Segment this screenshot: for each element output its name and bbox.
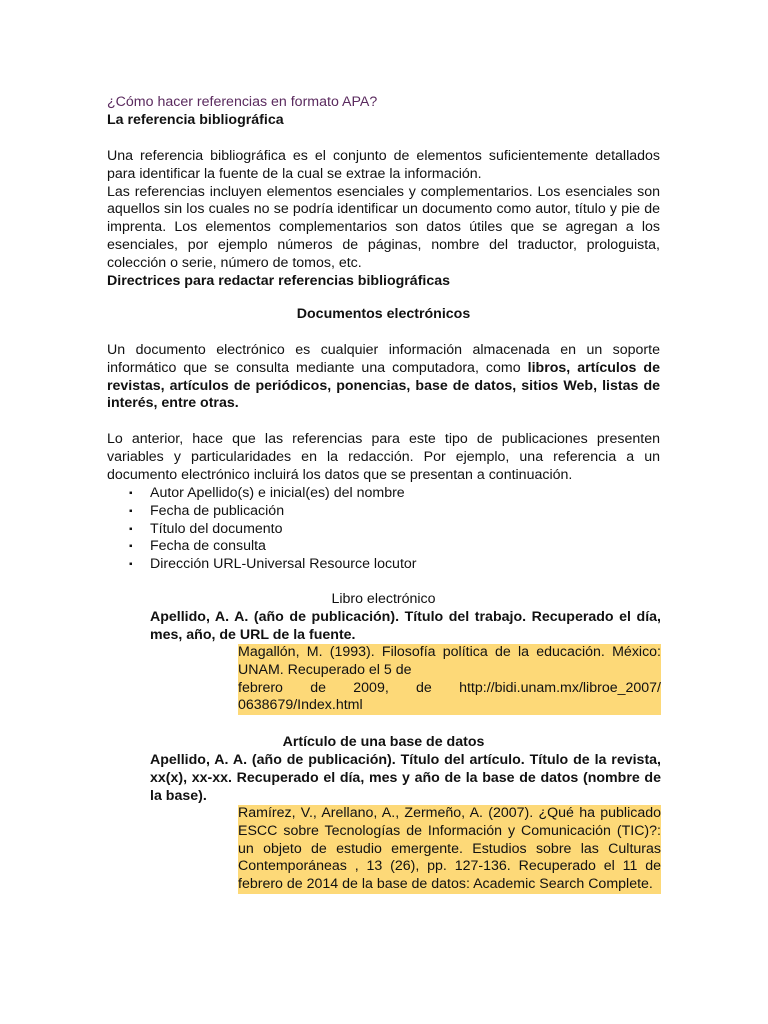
bullet-icon: ▪	[129, 523, 133, 535]
list-item-text: Autor Apellido(s) e inicial(es) del nombre	[150, 485, 405, 501]
libro-example-highlight	[238, 644, 661, 715]
libro-title: Libro electrónico	[331, 591, 436, 607]
articulo-title: Artículo de una base de datos	[282, 734, 485, 750]
electronic-paragraph-1-wrap	[107, 342, 660, 413]
list-item	[129, 556, 417, 574]
bullet-icon: ▪	[129, 488, 133, 499]
bullet-icon: ▪	[129, 541, 133, 553]
question-heading: ¿Cómo hacer referencias en formato APA?	[107, 94, 378, 110]
reference-subtitle: La referencia bibliográfica	[107, 112, 284, 128]
electronic-paragraph-2-wrap	[107, 431, 660, 484]
intro-paragraph-1: Una referencia bibliográfica es el conjunto de elementos suficientemente detallados para identificar la fuente de la cual se extrae la información.	[107, 148, 660, 182]
electronic-section-title: Documentos electrónicos	[296, 306, 471, 322]
list-item	[129, 538, 417, 556]
intro-section	[107, 148, 660, 290]
articulo-title-wrap	[107, 734, 660, 752]
electronic-data-list	[129, 485, 417, 574]
bullet-icon: ▪	[129, 505, 133, 517]
electronic-p1-text: Un documento electrónico es cualquier información almacenada en un soporte informático que se consulta mediante una computadora, como	[107, 342, 660, 376]
list-item	[129, 521, 417, 539]
list-item-text: Dirección URL-Universal Resource locutor	[150, 556, 417, 573]
articulo-format: Apellido, A. A. (año de publicación). Título del artículo. Título de la revista, xx(x), xx-xx. Recuperado el día, mes y año de la base de datos (nombre de la base).	[150, 752, 661, 804]
electronic-p1-bold: libros, artículos de revistas, artículos de periódicos, ponencias, base de datos, sitios Web, listas de interés, entre otras.	[107, 359, 660, 412]
list-item-text: Fecha de publicación	[150, 502, 285, 519]
electronic-paragraph-2: Lo anterior, hace que las referencias para este tipo de publicaciones presenten variables y particularidades en la redacción. Por ejemplo, una referencia a un documento electrónico incluirá los datos que se presentan a continuación.	[107, 431, 660, 483]
list-item-text: Fecha de consulta	[150, 538, 266, 555]
libro-example-line-2: febrero de 2009, de http://bidi.unam.mx/libroe_2007/ 0638679/Index.html	[238, 679, 661, 714]
directrices-heading: Directrices para redactar referencias bibliográficas	[107, 272, 451, 289]
libro-example-line-1: Magallón, M. (1993). Filosofía política de la educación. México: UNAM. Recuperado el 5 de	[238, 644, 661, 678]
list-item	[129, 485, 417, 503]
intro-paragraph-2: Las referencias incluyen elementos esenciales y complementarios. Los esenciales son aquellos sin los cuales no se podría identificar un documento como autor, título y pie de imprenta. Los elementos complementarios son datos útiles que se agregan a los esenciales, por ejemplo números de páginas, nombre del traductor, prologuista, colección o serie, número de tomos, etc.	[107, 183, 660, 271]
list-item-text: Título del documento	[150, 520, 283, 537]
electronic-paragraph-1	[107, 342, 660, 413]
libro-title-wrap	[107, 591, 660, 609]
bullet-icon: ▪	[129, 559, 133, 571]
articulo-example-highlight: Ramírez, V., Arellano, A., Zermeño, A. (2007). ¿Qué ha publicado ESCC sobre Tecnologías de Información y Comunicación (TIC)?: un objeto de estudio emergente. Estudios sobre las Culturas Contemporáneas , 13 (26), pp. 127-136. Recuperado el 11 de febrero de 2014 de la base de datos: Academic Search Complete.	[238, 805, 661, 893]
electronic-section-title-wrap	[107, 306, 660, 324]
libro-format: Apellido, A. A. (año de publicación). Título del trabajo. Recuperado el día, mes, año, de URL de la fuente.	[150, 609, 661, 643]
list-item	[129, 503, 417, 521]
